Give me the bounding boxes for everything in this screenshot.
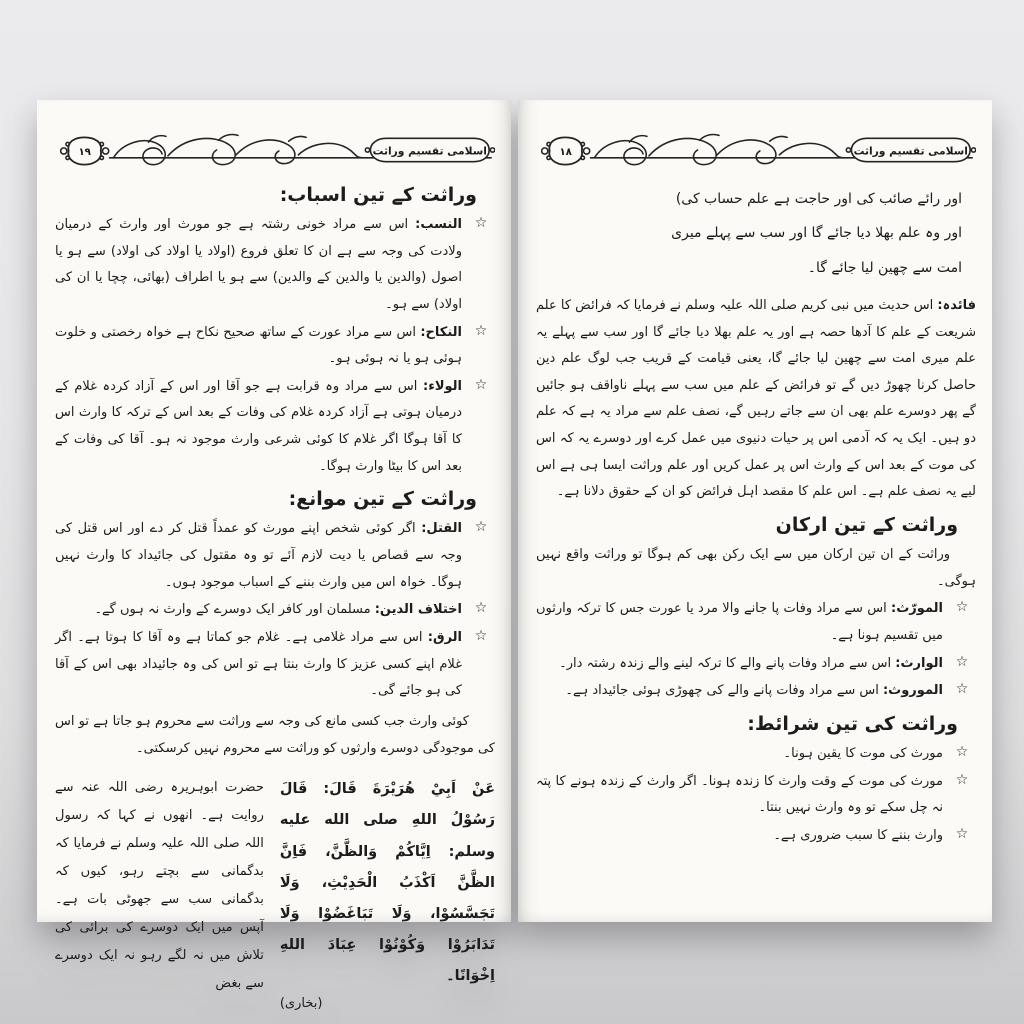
list-text: اس سے مراد خونی رشتہ ہے جو مورث اور وارث کے درمیان ولادت کی وجہ سے ہے ان کا تعلق فروع (اولاد یا اولاد کی اولاد) سے ہو یا اصول (والدین یا والدین کے والدین) سے ہو یا اطراف (بھائی، چچا یا ان کی اولاد) سے ہو۔ xyxy=(55,217,462,312)
section-heading-asbab: وراثت کے تین اسباب: xyxy=(279,184,477,206)
list-item xyxy=(536,741,976,768)
star-bullet-icon: ☆ xyxy=(474,215,488,231)
list-term: المورّث: xyxy=(891,601,943,617)
list-term: الولاء: xyxy=(423,378,463,394)
hadith-arabic-column xyxy=(280,774,495,1011)
list-term: الموروث: xyxy=(882,683,943,699)
star-bullet-icon: ☆ xyxy=(955,653,969,670)
page-number: ۱۸ xyxy=(559,146,572,158)
left-page xyxy=(37,100,511,1012)
hadith-section xyxy=(55,774,495,1011)
section-heading-mawani: وراثت کے تین موانع: xyxy=(288,488,477,511)
list-text: وارث بننے کا سبب ضروری ہے۔ xyxy=(773,827,943,843)
benefit-text: اس حدیث میں نبی کریم صلی اللہ علیہ وسلم نے فرمایا کہ فرائض کا علم شریعت کے علم کا آدھا حصہ ہے اور یہ علم بھلا دیا جائے گا اور سب سے پہلے یہ علم میری امت سے چھین لیا جائے گا، یعنی قیامت کے قریب جب لوگ علم دین حاصل کرنا چھوڑ دیں گے تو فرائض کے علم میں سب سے پہلے ناواقف ہو جائیں گے پھر دوسرے علم بھی ان سے جاتے رہیں گے، نصف علم سے مراد یہ ہے کہ علم دو ہیں۔ ایک یہ کہ آدمی اس پر حیات دنیوی میں عمل کرے اور دوسرے یہ کہ اس کی موت کے بعد اس کے وارث اس پر عمل کریں اور علم وراثت ایسا ہی ہے اس لیے یہ نصف علم ہے۔ اس علم کا مقصد اہل فرائض کو ان کے حقوق دلانا ہے۔ xyxy=(536,297,976,500)
list-text: اس سے مراد وہ قرابت ہے جو آقا اور اس کے آزاد کردہ غلام کے درمیان ہوتی ہے آزاد کردہ غلام کی وفات کے بعد اس کے ترکہ کا وارث اس کا آقا ہوگا اگر غلام کا کوئی شرعی وارث موجود نہ ہو۔ آقا کی وفات کے بعد اس کا بیٹا وارث ہوگا۔ xyxy=(55,378,462,474)
list-text: اس سے مراد وفات پا جانے والا مرد یا عورت جس کا ترکہ وارثوں میں تقسیم ہونا ہے۔ xyxy=(536,601,943,643)
hadith-arabic-text: عَنْ اَبِيْ هُرَيْرَةَ قَالَ: قَالَ رَسُوْلُ اللهِ صلى الله عليه وسلم: اِيَّاكُمْ وَالظَّنَّ، فَاِنَّ الظَّنَّ اَكْذَبُ الْحَدِيْثِ، وَلَا تَجَسَّسُوْا، وَلَا تَبَاغَضُوْا وَلَا تَدَابَرُوْا وَكُوْنُوْا عِبَادَ اللهِ اِخْوَانًا۔ xyxy=(279,781,495,985)
star-bullet-icon: ☆ xyxy=(474,322,488,339)
list-term: القتل: xyxy=(421,521,462,537)
page-number: ۱۹ xyxy=(78,146,91,158)
quote-line: اور رائے صائب کی اور حاجت ہے علم حساب کی) xyxy=(675,191,962,207)
list-item xyxy=(536,823,976,850)
book-title: اسلامی تقسیم وراثت xyxy=(372,144,487,158)
list-item xyxy=(536,769,976,822)
list-term: الرق: xyxy=(427,629,462,645)
list-term: النسب: xyxy=(415,217,463,232)
star-bullet-icon: ☆ xyxy=(955,681,969,698)
arkan-intro: وراثت کے ان تین ارکان میں سے ایک رکن بھی کم ہوگا تو وراثت واقع نہیں ہوگی۔ xyxy=(536,547,976,589)
list-term: الوارث: xyxy=(895,655,943,671)
list-text: اگر کوئی شخص اپنے مورث کو عمداً قتل کر دے اور اس قتل کی وجہ سے قصاص یا دیت لازم آئے تو وہ مقتول کی جائیداد کا وارث نہیں ہوگا۔ خواہ اس میں وارث بننے کے اسباب موجود ہوں۔ xyxy=(55,521,462,590)
list-text: مورث کی موت کا یقین ہونا۔ xyxy=(783,745,943,761)
list-text: مورث کی موت کے وقت وارث کا زندہ ہونا۔ اگر وارث کے زندہ ہونے کا پتہ نہ چل سکے تو وہ وارث نہیں بنتا۔ xyxy=(536,773,943,816)
scroll-flourish-icon xyxy=(594,141,646,165)
scroll-flourish-icon xyxy=(113,141,165,165)
list-term: اختلاف الدین: xyxy=(374,602,462,618)
list-item xyxy=(55,516,495,596)
right-page xyxy=(518,100,992,922)
list-term: النکاح: xyxy=(420,324,463,340)
star-bullet-icon: ☆ xyxy=(955,599,969,616)
open-book xyxy=(37,100,992,1012)
star-bullet-icon: ☆ xyxy=(474,376,488,393)
section-heading-sharait: وراثت کی تین شرائط: xyxy=(747,712,958,735)
list-text: اس سے مراد وفات پانے والے کی چھوڑی ہوئی جائیداد ہے۔ xyxy=(565,683,879,699)
list-item xyxy=(55,597,495,624)
note-paragraph: کوئی وارث جب کسی مانع کی وجہ سے وراثت سے محروم ہو جاتا ہے تو اس کی موجودگی دوسرے وارثوں کو وراثت سے محروم نہیں کرسکتی۔ xyxy=(55,713,495,756)
list-text: اس سے مراد غلامی ہے۔ غلام جو کماتا ہے وہ آقا کا ہوتا ہے۔ اگر غلام اپنے کسی عزیز کا وارث بنتا ہے تو اس کی وہ جائیداد بھی اس کے آقا کی ہو جائے گی۔ xyxy=(55,629,462,699)
hadith-urdu-translation: حضرت ابوہریرہ رضی اللہ عنہ سے روایت ہے۔ انھوں نے کہا کہ رسول اللہ صلی اللہ علیہ وسلم نے فرمایا کہ بدگمانی سے بچتے رہو، کیوں کہ بدگمانی سب سے جھوٹی بات ہے۔ آپس میں ایک دوسرے کی برائی کی تلاش میں نہ لگے رہو نہ ایک دوسرے سے بغض xyxy=(55,780,264,991)
list-item xyxy=(536,596,976,649)
star-bullet-icon: ☆ xyxy=(474,627,488,644)
list-text: مسلمان اور کافر ایک دوسرے کے وارث نہ ہوں گے۔ xyxy=(94,602,371,618)
list-item xyxy=(536,678,976,705)
page-header-ornament xyxy=(55,124,495,176)
star-bullet-icon: ☆ xyxy=(474,600,488,617)
benefit-label: فائدہ: xyxy=(937,297,976,313)
quote-line: اور وہ علم بھلا دیا جائے گا اور سب سے پہلے میری xyxy=(671,225,962,242)
star-bullet-icon: ☆ xyxy=(955,743,969,760)
list-item xyxy=(55,374,495,481)
star-bullet-icon: ☆ xyxy=(474,519,488,536)
list-item xyxy=(536,651,976,678)
star-bullet-icon: ☆ xyxy=(955,771,969,788)
list-text: اس سے مراد عورت کے ساتھ صحیح نکاح ہے خواہ رخصتی و خلوت ہوئی ہو یا نہ ہوئی ہو۔ xyxy=(55,324,462,367)
list-item xyxy=(55,625,495,705)
list-item xyxy=(55,212,495,319)
star-bullet-icon: ☆ xyxy=(955,825,969,842)
quote-line: امت سے چھین لیا جائے گا۔ xyxy=(807,259,962,276)
list-item xyxy=(55,320,495,373)
hadith-source: (بخاری) xyxy=(279,996,323,1012)
page-header-ornament xyxy=(536,124,976,176)
section-heading-arkan: وراثت کے تین ارکان xyxy=(775,514,958,537)
quote-continuation xyxy=(536,182,962,285)
book-title: اسلامی تقسیم وراثت xyxy=(853,144,968,158)
list-text: اس سے مراد وفات پانے والے کا ترکہ لینے والے زندہ رشتہ دار۔ xyxy=(559,655,892,671)
benefit-paragraph xyxy=(536,293,976,506)
